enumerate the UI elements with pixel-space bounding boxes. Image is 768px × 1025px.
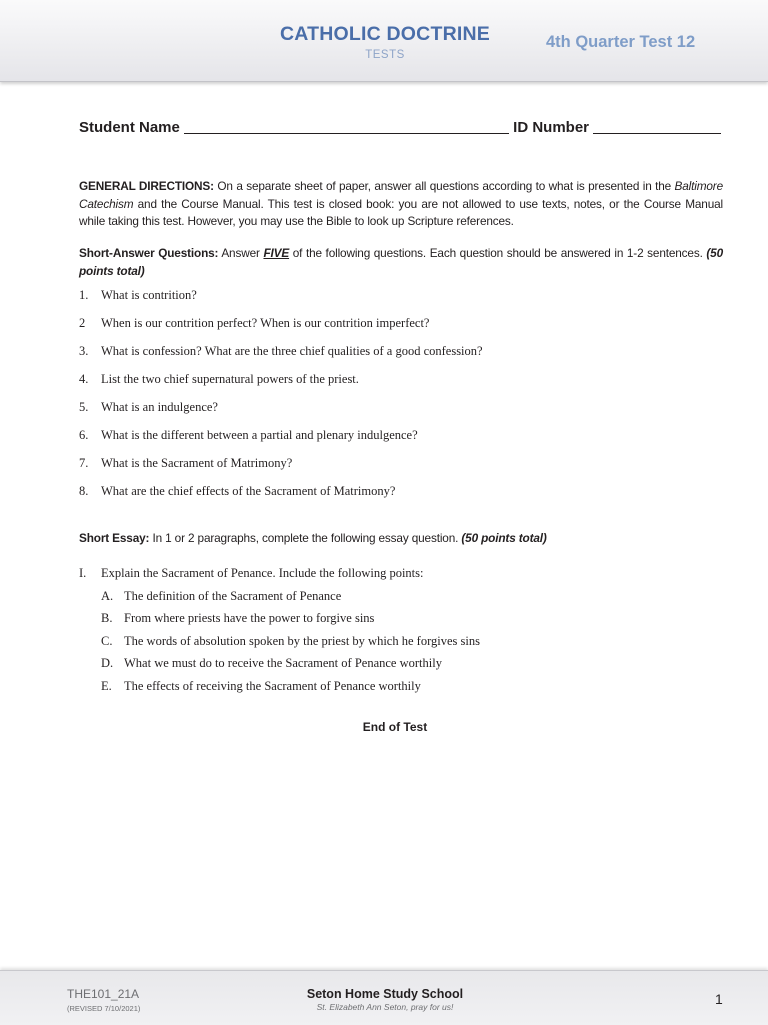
question-text: What is contrition? xyxy=(101,288,197,302)
page-footer xyxy=(0,970,768,1025)
question-text: What are the chief effects of the Sacrament of Matrimony? xyxy=(101,484,396,498)
short-answer-instructions xyxy=(79,245,723,280)
question-item xyxy=(79,309,723,337)
student-name-label: Student Name xyxy=(79,119,180,136)
question-item xyxy=(79,421,723,449)
essay-point xyxy=(101,630,723,653)
essay-question xyxy=(79,562,723,697)
test-body xyxy=(79,178,723,735)
essay-point-text: The effects of receiving the Sacrament of Penance worthily xyxy=(124,678,421,693)
question-text: What is confession? What are the three chief qualities of a good confession? xyxy=(101,344,483,358)
header-title: CATHOLIC DOCTRINE xyxy=(280,23,490,45)
question-item xyxy=(79,449,723,477)
header-subtitle: TESTS xyxy=(365,49,405,61)
short-essay-instructions xyxy=(79,529,723,547)
directions-text-part-1: On a separate sheet of paper, answer all questions according to what is presented in the xyxy=(217,179,672,193)
essay-prompt-text: Explain the Sacrament of Penance. Include the following points: xyxy=(101,566,424,580)
question-number: 3. xyxy=(79,344,89,358)
page-number: 1 xyxy=(715,991,723,1007)
question-item xyxy=(79,281,723,309)
short-answer-question-list xyxy=(79,281,723,505)
essay-point xyxy=(101,607,723,630)
question-number: 1. xyxy=(79,288,89,302)
page-header xyxy=(0,0,768,82)
course-code: THE101_21A xyxy=(67,987,140,1001)
id-number-label: ID Number xyxy=(513,119,589,136)
directions-label: GENERAL DIRECTIONS: xyxy=(79,179,214,193)
essay-point-text: What we must do to receive the Sacrament of Penance worthily xyxy=(124,656,442,670)
short-answer-text-part-1: Answer xyxy=(221,246,260,260)
essay-point-text: The words of absolution spoken by the priest by which he forgives sins xyxy=(124,633,480,648)
school-name: Seton Home Study School xyxy=(306,987,464,1001)
general-directions xyxy=(79,178,723,231)
essay-point xyxy=(101,585,723,608)
question-item xyxy=(79,365,723,393)
id-number-blank xyxy=(593,119,721,134)
essay-points-list xyxy=(79,585,723,698)
essay-point-letter: A. xyxy=(101,588,114,603)
directions-text-part-2: and the Course Manual. This test is closed book: you are not allowed to use texts, notes, or the Course Manual while taking this test. However, you may use the Bible to look up Scripture references. xyxy=(79,196,723,228)
essay-point-letter: B. xyxy=(101,611,113,625)
essay-point-letter: D. xyxy=(101,656,114,670)
student-info-line xyxy=(79,119,721,137)
question-text: List the two chief supernatural powers of the priest. xyxy=(101,372,359,386)
short-answer-points: (50 points total) xyxy=(79,246,723,278)
question-number: 6. xyxy=(79,428,89,442)
test-label: 4th Quarter Test 12 xyxy=(546,33,696,51)
question-text: What is the different between a partial and plenary indulgence? xyxy=(101,428,418,442)
essay-point-letter: C. xyxy=(101,633,113,648)
essay-point-letter: E. xyxy=(101,678,112,693)
question-number: 8. xyxy=(79,484,89,498)
short-essay-points: (50 points total) xyxy=(461,531,547,545)
question-number: 4. xyxy=(79,372,89,386)
book-title: Baltimore Catechism xyxy=(79,179,723,211)
question-text: What is the Sacrament of Matrimony? xyxy=(101,456,293,470)
essay-number: I. xyxy=(79,566,87,580)
essay-prompt xyxy=(79,562,723,585)
question-number: 7. xyxy=(79,456,89,470)
revision-date: (REVISED 7/10/2021) xyxy=(67,1004,141,1013)
question-number: 5. xyxy=(79,400,89,414)
short-essay-label: Short Essay: xyxy=(79,531,150,545)
question-item xyxy=(79,393,723,421)
short-answer-emphasis: FIVE xyxy=(263,246,290,260)
essay-point xyxy=(101,652,723,675)
question-item xyxy=(79,477,723,505)
essay-point xyxy=(101,675,723,698)
essay-point-text: The definition of the Sacrament of Penance xyxy=(124,588,342,603)
question-item xyxy=(79,337,723,365)
short-essay-text: In 1 or 2 paragraphs, complete the following essay question. xyxy=(152,531,459,545)
end-of-test: End of Test xyxy=(362,720,428,734)
school-motto: St. Elizabeth Ann Seton, pray for us! xyxy=(316,1002,454,1012)
question-number: 2 xyxy=(79,316,86,330)
essay-point-text: From where priests have the power to forgive sins xyxy=(124,611,375,625)
short-answer-label: Short-Answer Questions: xyxy=(79,246,219,260)
student-name-blank xyxy=(184,119,509,134)
question-text: When is our contrition perfect? When is our contrition imperfect? xyxy=(101,316,430,330)
question-text: What is an indulgence? xyxy=(101,400,218,414)
short-answer-text-part-2: of the following questions. Each question should be answered in 1-2 sentences. xyxy=(292,246,703,260)
